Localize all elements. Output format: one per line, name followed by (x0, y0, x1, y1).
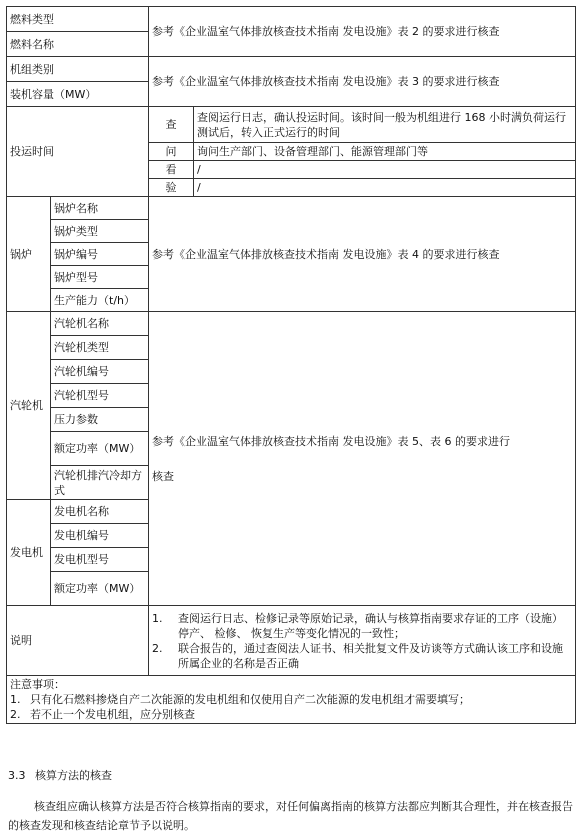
boiler-field: 锅炉编号 (51, 243, 149, 266)
boiler-field: 锅炉类型 (51, 220, 149, 243)
section-number: 3.3 (8, 769, 26, 782)
boiler-field: 生产能力（t/h） (51, 289, 149, 312)
notes-cell (7, 676, 576, 724)
section-heading (8, 767, 112, 783)
turbine-field: 汽轮机排汽冷却方式 (51, 466, 149, 500)
turbine-field: 压力参数 (51, 408, 149, 432)
method-key-check: 查 (149, 107, 194, 143)
boiler-label: 锅炉 (7, 197, 51, 312)
turbine-field: 汽轮机类型 (51, 336, 149, 360)
turbine-field: 汽轮机编号 (51, 360, 149, 384)
commissioning-label: 投运时间 (7, 107, 149, 197)
generator-field: 发电机型号 (51, 548, 149, 572)
notes-title: 注意事项： (10, 678, 65, 691)
turbine-field: 汽轮机名称 (51, 312, 149, 336)
fuel-type-label: 燃料类型 (7, 7, 149, 32)
method-text-look: / (194, 161, 576, 179)
turbine-field: 额定功率（MW） (51, 432, 149, 466)
boiler-field: 锅炉名称 (51, 197, 149, 220)
ref-table2-text: 参考《企业温室气体排放核查技术指南 发电设施》表 2 的要求进行核查 (149, 7, 576, 57)
ref-table3-text: 参考《企业温室气体排放核查技术指南 发电设施》表 3 的要求进行核查 (149, 57, 576, 107)
explanation-item: 1. 查阅运行日志、检修记录等原始记录，确认与核算指南要求存证的工序（设施） 停产、 检修、 恢复生产等变化情况的一致性； (152, 611, 563, 640)
explanation-item: 2. 联合报告的，通过查阅法人证书、相关批复文件及访谈等方式确认该工序和设施所属企业的名称是否正确 (152, 641, 563, 670)
ref-table56-line: 核查 (152, 469, 174, 483)
notes-item: 1. 只有化石燃料掺烧自产二次能源的发电机组和仅使用自产二次能源的发电机组才需要填写； (10, 693, 470, 706)
method-key-look: 看 (149, 161, 194, 179)
body-paragraph: 核查组应确认核算方法是否符合核算指南的要求，对任何偏离指南的核算方法都应判断其合理性，并在核查报告的核查发现和核查结论章节予以说明。 (8, 800, 573, 832)
capacity-label: 装机容量（MW） (7, 82, 149, 107)
fuel-name-label: 燃料名称 (7, 32, 149, 57)
method-text-verify: / (194, 179, 576, 197)
verification-table (6, 6, 576, 724)
ref-table56-text (149, 312, 576, 606)
section-title: 核算方法的核查 (35, 769, 112, 782)
method-text-ask: 询问生产部门、设备管理部门、能源管理部门等 (194, 143, 576, 161)
ref-table56-line: 参考《企业温室气体排放核查技术指南 发电设施》表 5、表 6 的要求进行 (152, 434, 510, 448)
turbine-label: 汽轮机 (7, 312, 51, 500)
generator-field: 发电机名称 (51, 500, 149, 524)
boiler-field: 锅炉型号 (51, 266, 149, 289)
notes-item: 2. 若不止一个发电机组，应分别核查 (10, 708, 195, 721)
unit-type-label: 机组类别 (7, 57, 149, 82)
ref-table4-text: 参考《企业温室气体排放核查技术指南 发电设施》表 4 的要求进行核查 (149, 197, 576, 312)
method-key-verify: 验 (149, 179, 194, 197)
turbine-field: 汽轮机型号 (51, 384, 149, 408)
method-key-ask: 问 (149, 143, 194, 161)
generator-field: 额定功率（MW） (51, 572, 149, 606)
explanation-label: 说明 (7, 606, 149, 676)
generator-field: 发电机编号 (51, 524, 149, 548)
generator-label: 发电机 (7, 500, 51, 606)
method-text-check: 查阅运行日志，确认投运时间。该时间一般为机组进行 168 小时满负荷运行测试后，转入正式运行的时间 (194, 107, 576, 143)
explanation-content (149, 606, 576, 676)
